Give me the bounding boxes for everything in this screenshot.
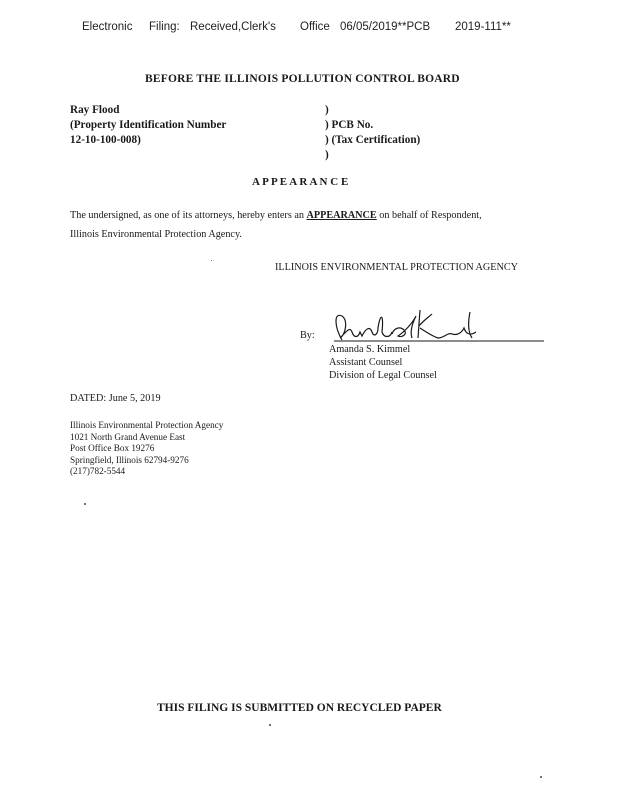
doc-title: A P P E A R A N C E — [252, 176, 349, 188]
appearance-keyword: APPEARANCE — [306, 210, 377, 221]
body-line-2: Illinois Environmental Protection Agency. — [70, 229, 242, 240]
caption-left — [70, 103, 226, 148]
scan-speck — [211, 260, 212, 261]
board-title: BEFORE THE ILLINOIS POLLUTION CONTROL BOARD — [145, 73, 460, 85]
handwritten-signature — [320, 302, 550, 348]
address-line: Post Office Box 19276 — [70, 443, 155, 453]
address-line: Illinois Environmental Protection Agency — [70, 420, 224, 430]
signer-name: Amanda S. Kimmel — [329, 344, 411, 355]
scan-speck — [84, 503, 86, 505]
stamp-electronic: Electronic — [82, 21, 133, 33]
stamp-received: Received,Clerk's — [190, 21, 276, 33]
recycled-paper-footer: THIS FILING IS SUBMITTED ON RECYCLED PAPER — [157, 702, 442, 714]
caption-pin-number: 12-10-100-008) — [70, 134, 141, 146]
signer-division: Division of Legal Counsel — [329, 370, 437, 381]
caption-right — [325, 103, 420, 163]
dated-line: DATED: June 5, 2019 — [70, 393, 161, 404]
caption-bracket-4: ) — [325, 149, 329, 161]
address-line: Springfield, Illinois 62794-9276 — [70, 454, 189, 465]
by-label: By: — [300, 330, 315, 341]
stamp-office: Office — [300, 21, 330, 33]
address-line: (217)782-5544 — [70, 466, 126, 476]
caption-pcb-no: ) PCB No. — [325, 119, 374, 131]
body-line-1 — [70, 210, 482, 221]
agency-address — [70, 420, 223, 478]
scan-speck — [269, 724, 271, 726]
stamp-case-number: 2019-111** — [455, 21, 511, 33]
scan-speck — [540, 776, 542, 778]
stamp-filing: Filing: — [149, 21, 180, 33]
signer-block — [329, 343, 437, 382]
body-text-after: on behalf of Respondent, — [376, 210, 482, 221]
caption-bracket-1: ) — [325, 104, 329, 116]
caption-party: Ray Flood — [70, 104, 120, 116]
signer-title: Assistant Counsel — [329, 357, 403, 368]
address-line: 1021 North Grand Avenue East — [70, 431, 186, 442]
caption-tax-cert: ) (Tax Certification) — [325, 134, 421, 146]
caption-pin-label: (Property Identification Number — [70, 119, 227, 131]
stamp-date-pcb: 06/05/2019**PCB — [340, 21, 431, 33]
body-text-before: The undersigned, as one of its attorneys, hereby enters an — [70, 210, 307, 221]
agency-name: ILLINOIS ENVIRONMENTAL PROTECTION AGENCY — [275, 262, 519, 273]
